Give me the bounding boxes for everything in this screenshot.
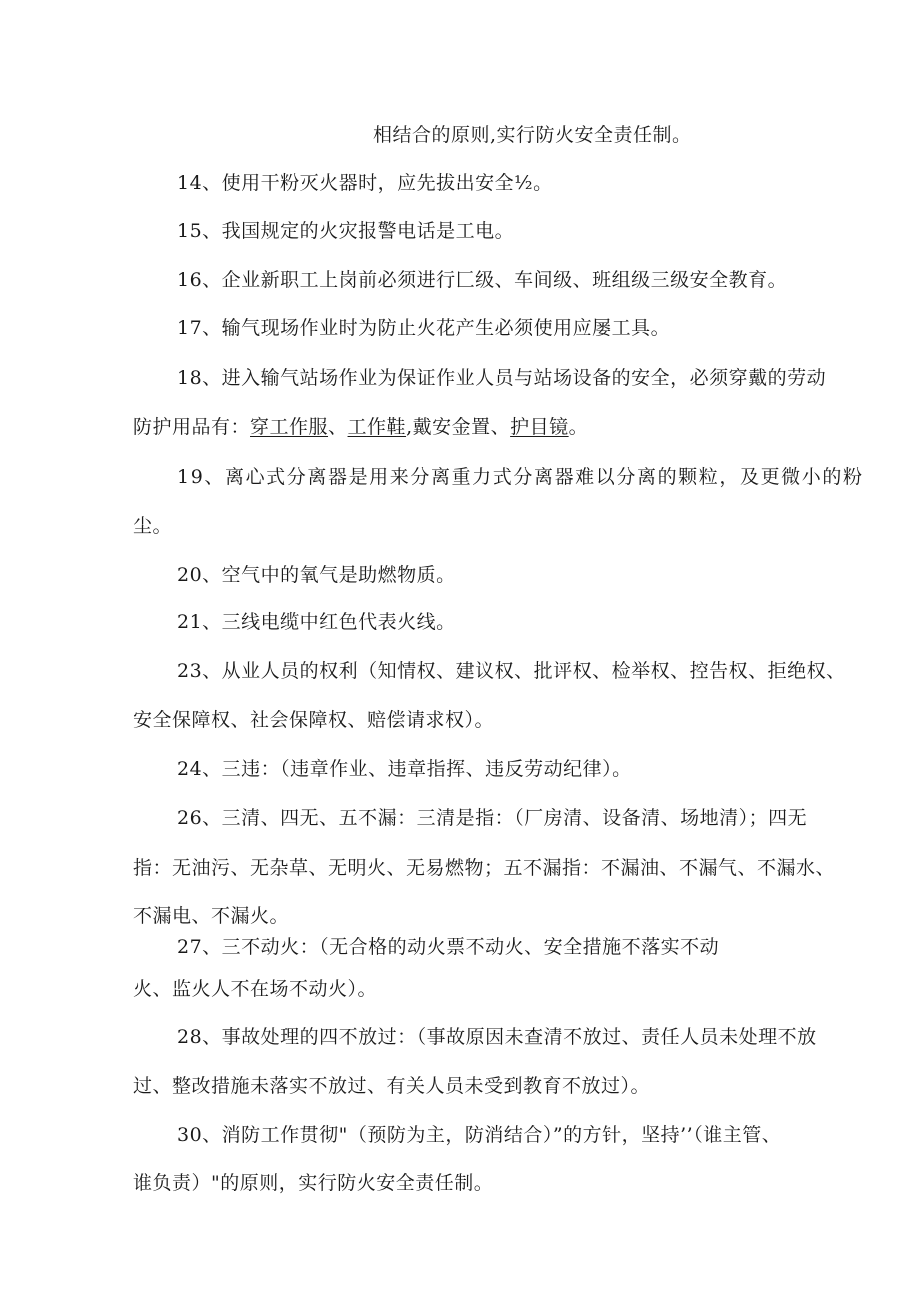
item-21: 21、三线电缆中红色代表火线。 [177, 611, 456, 633]
underlined-term: 护目镜 [510, 416, 569, 438]
item-28: 28、事故处理的四不放过：（事故原因未查清不放过、责任人员未处理不放 [177, 1026, 817, 1048]
item-30-continued: 谁负责）"的原则，实行防火安全责任制。 [133, 1172, 494, 1194]
item-16: 16、企业新职工上岗前必须进行匚级、车间级、班组级三级安全教育。 [177, 269, 788, 291]
item-26-continued: 指：无油污、无杂草、无明火、无易燃物；五不漏指：不漏油、不漏气、不漏水、 [133, 857, 836, 879]
underlined-term: 工作鞋 [347, 416, 407, 438]
item-18: 18、进入输气站场作业为保证作业人员与站场设备的安全，必须穿戴的劳动 [177, 367, 827, 389]
item-19-continued: 尘。 [133, 515, 173, 537]
underlined-term: 穿工作服 [250, 416, 329, 438]
item-23: 23、从业人员的权利（知情权、建议权、批评权、检举权、控告权、拒绝权、 [177, 660, 846, 682]
item-17: 17、输气现场作业时为防止火花产生必须使用应屡工具。 [177, 317, 671, 339]
text-line-continuation: 相结合的原则,实行防火安全责任制。 [373, 124, 692, 146]
text-segment: 。 [568, 416, 589, 438]
item-15: 15、我国规定的火灾报警电话是工电。 [177, 220, 515, 242]
text-segment: ,戴安金置、 [406, 416, 511, 438]
item-27-continued: 火、监火人不在场不动火）。 [133, 978, 378, 1000]
item-14: 14、使用干粉灭火器时，应先拔出安全½。 [177, 172, 553, 194]
text-segment: 、 [328, 416, 348, 438]
item-23-continued: 安全保障权、社会保障权、赔偿请求权）。 [133, 709, 495, 731]
item-26-continued-2: 不漏电、不漏火。 [133, 905, 290, 927]
item-27: 27、三不动火：（无合格的动火票不动火、安全措施不落实不动 [177, 936, 720, 958]
item-24: 24、三违：（违章作业、违章指挥、违反劳动纪律）。 [177, 758, 632, 780]
item-19: 19、离心式分离器是用来分离重力式分离器难以分离的颗粒，及更微小的粉 [177, 466, 864, 488]
item-28-continued: 过、整改措施未落实不放过、有关人员未受到教育不放过）。 [133, 1075, 651, 1097]
item-26: 26、三清、四无、五不漏：三清是指：（厂房清、设备清、场地清）；四无 [177, 807, 808, 829]
item-30: 30、消防工作贯彻"（预防为主，防消结合）”的方针，坚持’’（谁主管、 [177, 1124, 782, 1146]
item-20: 20、空气中的氧气是助燃物质。 [177, 564, 456, 586]
item-18-continued [133, 415, 588, 439]
text-segment: 防护用品有： [133, 416, 251, 438]
